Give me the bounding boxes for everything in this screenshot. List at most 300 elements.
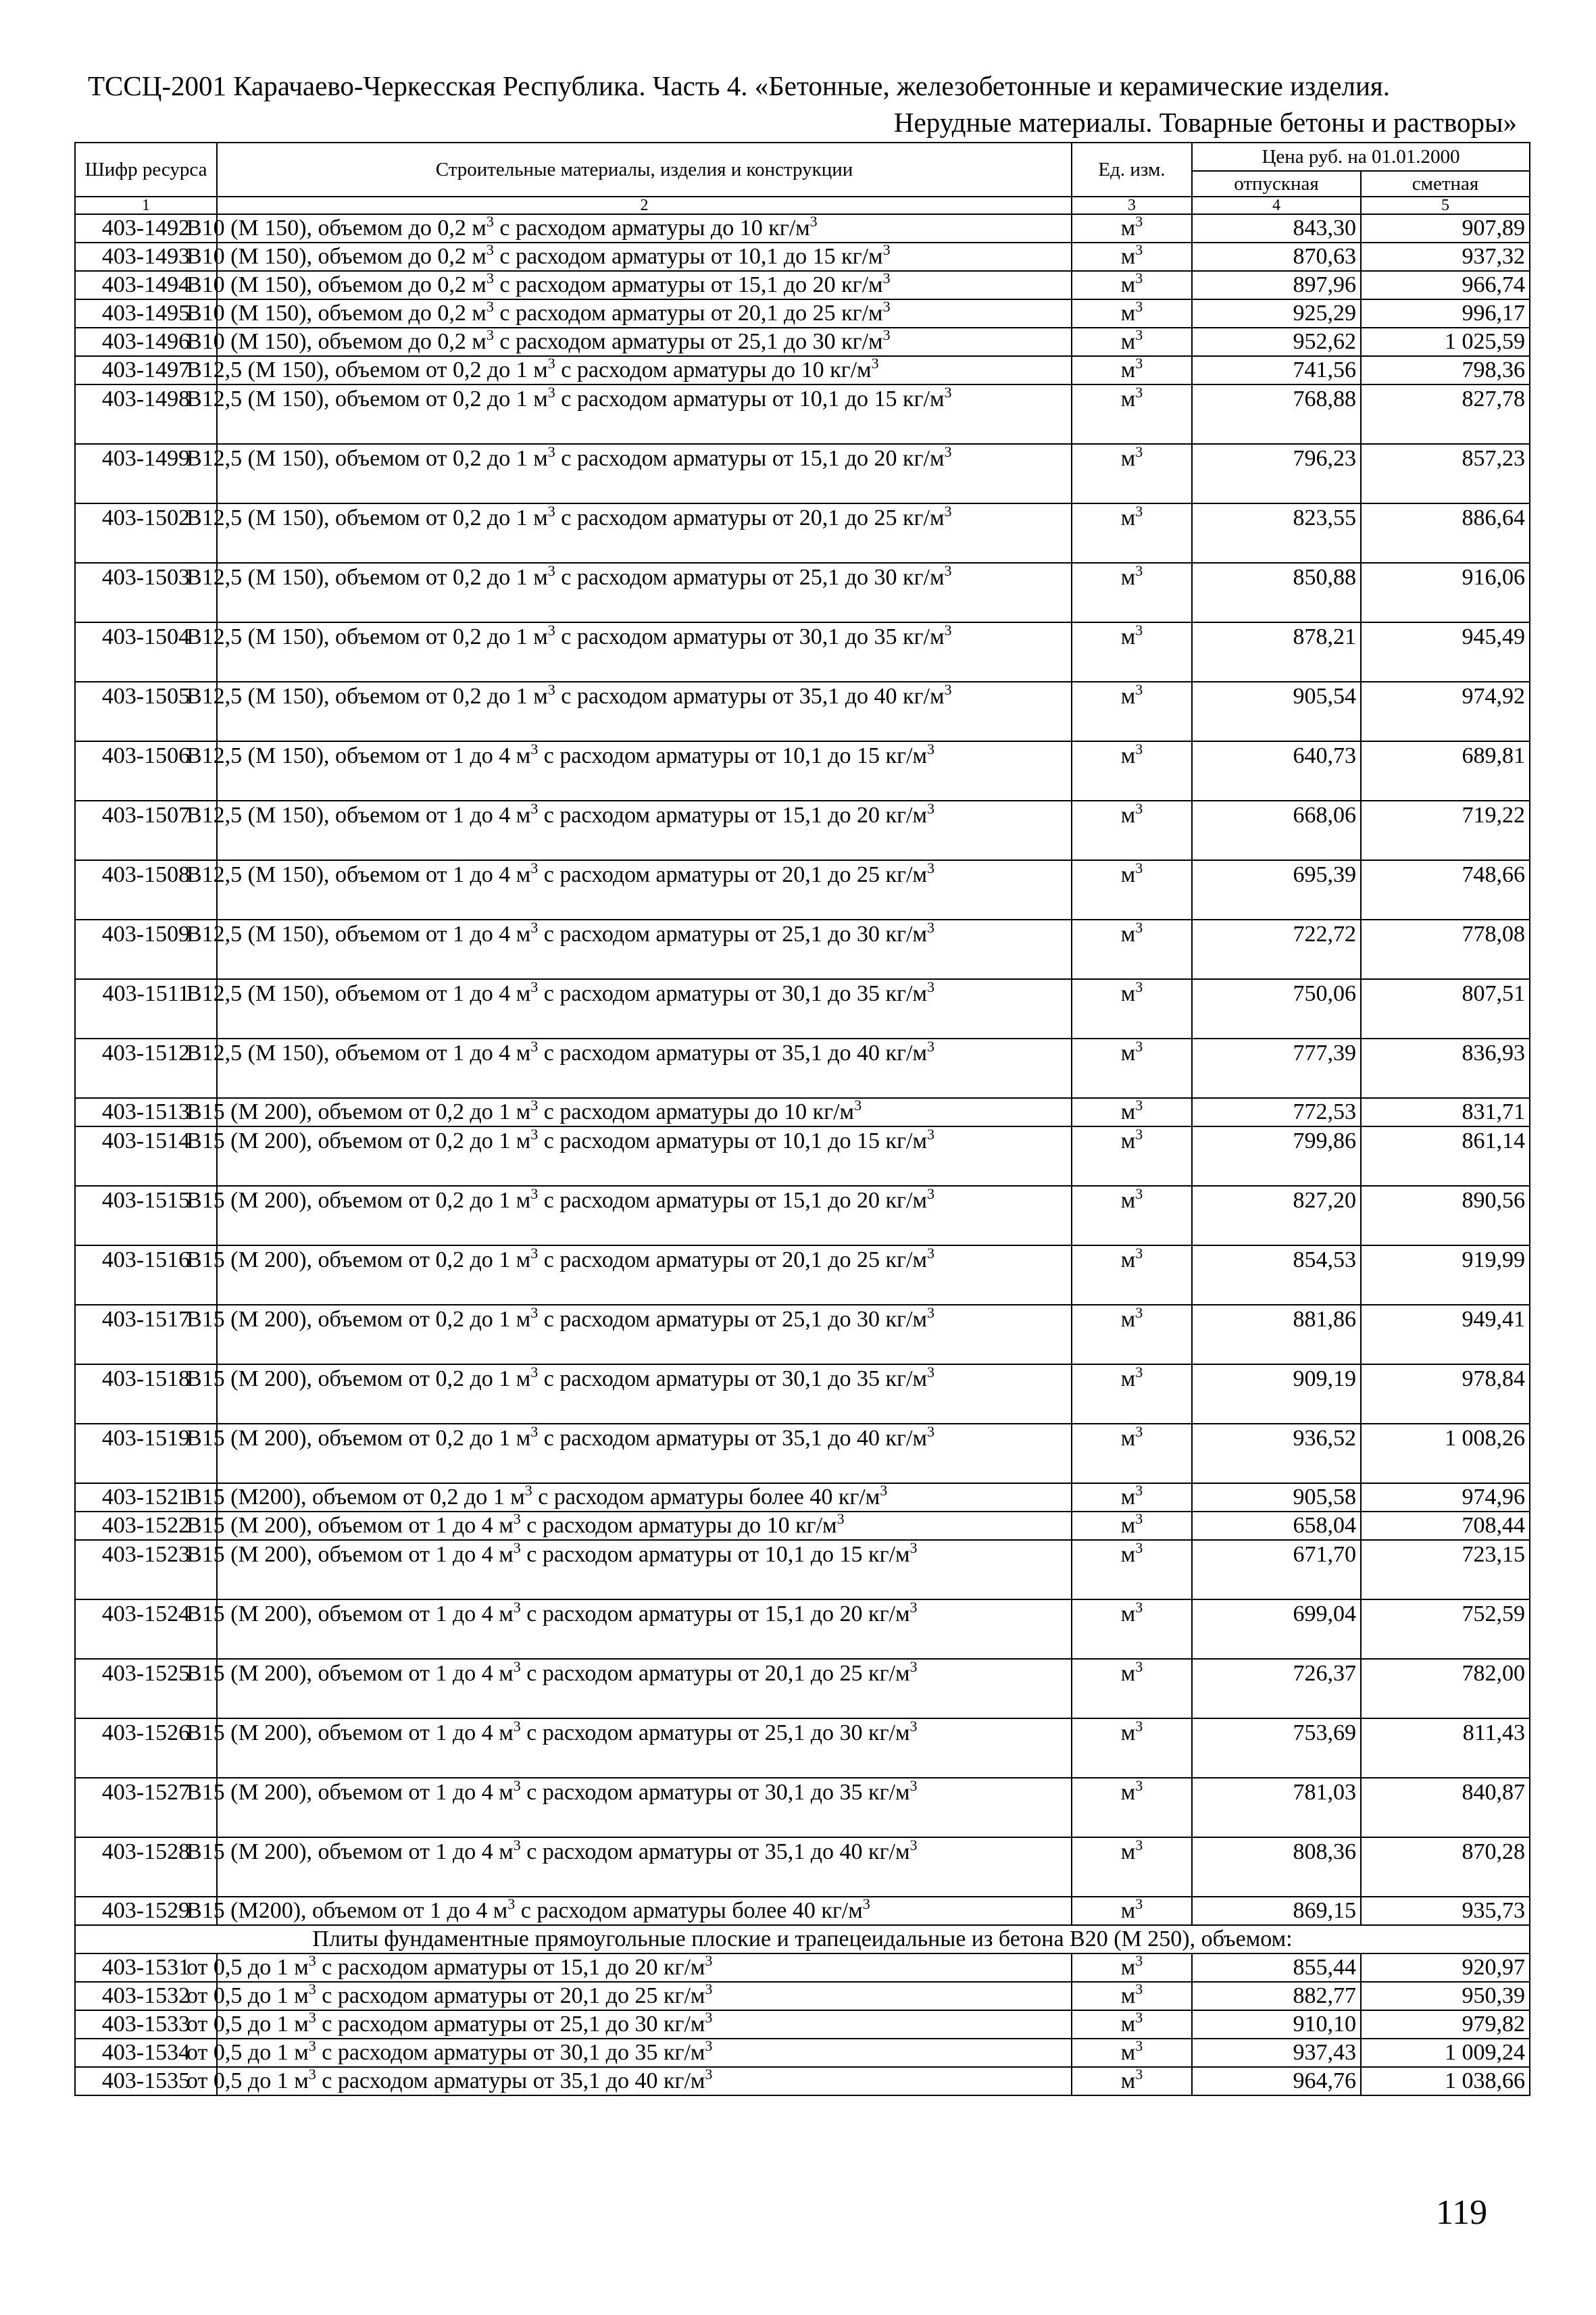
resource-code: 403-1519: [75, 1424, 217, 1483]
unit-exponent: 3: [530, 1245, 539, 1262]
unit-exponent: 3: [1135, 1423, 1143, 1440]
price-estimate: 996,17: [1361, 299, 1530, 328]
title-line-1: ТССЦ-2001 Карачаево-Черкесская Республика. Часть 4. «Бетонные, железобетонные и керамические изделия.: [88, 70, 1391, 101]
table-row: [75, 1837, 1530, 1897]
price-release: 855,44: [1192, 1953, 1361, 1982]
name-part: кг/м: [868, 1720, 910, 1745]
unit-exponent: 3: [1135, 1304, 1143, 1321]
name-part: В12,5 (М 150), объемом от 0,2 до 1 м: [186, 505, 548, 530]
unit-cell: [1072, 2067, 1192, 2095]
unit-exponent: 3: [308, 2037, 316, 2054]
name-part: с расходом арматуры от 35,1 до 40: [520, 1839, 863, 1864]
price-estimate: 886,64: [1361, 503, 1530, 563]
unit-exponent: 3: [1135, 298, 1143, 315]
unit-base: м: [1120, 1955, 1136, 1980]
name-part: с расходом арматуры от 25,1 до 30 кг/м: [493, 329, 883, 354]
name-part: с расходом арматуры от 25,1 до 30 кг/м: [316, 2012, 705, 2037]
unit-base: м: [1120, 505, 1136, 530]
name-part: с расходом арматуры от 15,1 до 20 кг/м: [493, 272, 883, 297]
table-row: [75, 920, 1530, 979]
header-code: Шифр ресурса: [75, 143, 217, 197]
unit-exponent: 3: [530, 919, 539, 936]
name-part: кг/м: [885, 922, 927, 947]
name-part: с расходом арматуры до 10 кг/м: [520, 1513, 837, 1538]
name-part: В12,5 (М 150), объемом от 1 до 4 м: [186, 922, 531, 947]
unit-exponent: 3: [882, 241, 891, 258]
name-part: В12,5 (М 150), объемом от 1 до 4 м: [186, 743, 531, 768]
name-part: В15 (М 200), объемом от 1 до 4 м: [186, 1661, 514, 1686]
resource-name: [186, 1658, 1072, 1718]
unit-cell: [1072, 622, 1192, 682]
unit-exponent: 3: [530, 1097, 539, 1114]
table-row: [75, 741, 1530, 801]
unit-cell: [1072, 384, 1192, 444]
unit-base: м: [1120, 1661, 1136, 1686]
unit-cell: [1072, 1953, 1192, 1982]
unit-exponent: 3: [308, 2009, 316, 2026]
resource-name: [186, 741, 1072, 801]
table-row: [75, 1512, 1530, 1540]
name-part: В15 (М 200), объемом от 0,2 до 1 м: [186, 1128, 531, 1153]
resource-name: [186, 355, 1072, 384]
resource-name: [186, 298, 1072, 328]
page-header: [74, 68, 1527, 141]
unit-exponent: 3: [1135, 241, 1143, 258]
table-row: [75, 356, 1530, 384]
name-part: В10 (М 150), объемом до 0,2 м: [186, 272, 487, 297]
table-row: [75, 328, 1530, 356]
name-part: В15 (М 200), объемом от 0,2 до 1 м: [186, 1307, 531, 1332]
name-part: кг/м: [885, 1426, 927, 1451]
name-part: с расходом арматуры от 20,1 до 25: [538, 862, 880, 887]
unit-exponent: 3: [1135, 384, 1143, 401]
name-part: с расходом арматуры от 10,1 до 15: [538, 743, 880, 768]
name-part: с расходом арматуры от 35,1 до 40 кг/м: [316, 2068, 705, 2093]
price-estimate: 748,66: [1361, 860, 1530, 920]
unit-exponent: 3: [882, 270, 891, 287]
unit-exponent: 3: [880, 1482, 888, 1499]
unit-exponent: 3: [926, 860, 934, 876]
name-part: кг/м: [885, 1128, 927, 1153]
unit-exponent: 3: [909, 1718, 918, 1735]
resource-name: [186, 1510, 1072, 1540]
unit-exponent: 3: [909, 1539, 918, 1556]
unit-cell: [1072, 920, 1192, 979]
price-estimate: 811,43: [1361, 1718, 1530, 1778]
unit-exponent: 3: [926, 1126, 934, 1143]
name-part: от 0,5 до 1 м: [186, 1983, 309, 2008]
unit-base: м: [1120, 1188, 1136, 1213]
name-part: кг/м: [868, 1839, 910, 1864]
resource-code: 403-1533: [75, 2010, 217, 2039]
unit-exponent: 3: [926, 1245, 934, 1262]
resource-code: 403-1511: [75, 979, 217, 1039]
unit-exponent: 3: [530, 1126, 539, 1143]
table-row: [75, 1098, 1530, 1126]
resource-name: [186, 1539, 1072, 1599]
price-release: 781,03: [1192, 1778, 1361, 1837]
unit-exponent: 3: [705, 2009, 713, 2026]
price-estimate: 840,87: [1361, 1778, 1530, 1837]
unit-exponent: 3: [1135, 562, 1143, 579]
name-part: с расходом арматуры от 15,1 до 20: [538, 803, 880, 828]
resource-code: 403-1532: [75, 1982, 217, 2010]
unit-exponent: 3: [926, 1038, 934, 1055]
unit-base: м: [1120, 1780, 1136, 1805]
name-part: В10 (М 150), объемом до 0,2 м: [186, 216, 487, 241]
unit-exponent: 3: [486, 326, 494, 343]
price-estimate: 836,93: [1361, 1039, 1530, 1098]
unit-exponent: 3: [909, 1658, 918, 1675]
unit-exponent: 3: [308, 1981, 316, 1997]
price-estimate: 723,15: [1361, 1540, 1530, 1599]
resource-code: 403-1523: [75, 1540, 217, 1599]
unit-cell: [1072, 1483, 1192, 1512]
price-release: 695,39: [1192, 860, 1361, 920]
resource-code: 403-1497: [75, 356, 217, 384]
price-estimate: 935,73: [1361, 1897, 1530, 1925]
resource-name: [186, 1038, 1072, 1098]
unit-exponent: 3: [705, 2066, 713, 2083]
unit-cell: [1072, 1126, 1192, 1186]
price-table: [74, 142, 1530, 2096]
price-release: 640,73: [1192, 741, 1361, 801]
unit-cell: [1072, 1039, 1192, 1098]
table-row: [75, 444, 1530, 503]
name-part: кг/м: [885, 1188, 927, 1213]
name-part: с расходом арматуры от 25,1 до 30: [520, 1720, 863, 1745]
unit-exponent: 3: [882, 298, 891, 315]
name-part: с расходом арматуры от 15,1 до 20: [520, 1601, 863, 1626]
unit-base: м: [1120, 2012, 1136, 2037]
price-release: 878,21: [1192, 622, 1361, 682]
name-part: кг/м: [885, 1307, 927, 1332]
name-part: В15 (М 200), объемом от 1 до 4 м: [186, 1720, 514, 1745]
price-estimate: 778,08: [1361, 920, 1530, 979]
name-part: с расходом арматуры от 15,1 до 20 кг/м: [316, 1955, 705, 1980]
name-part: кг/м: [903, 387, 945, 412]
price-release: 750,06: [1192, 979, 1361, 1039]
table-row: [75, 2010, 1530, 2039]
resource-code: 403-1518: [75, 1364, 217, 1424]
name-part: от 0,5 до 1 м: [186, 2068, 309, 2093]
unit-exponent: 3: [1135, 443, 1143, 460]
table-row: [75, 271, 1530, 299]
resource-code: 403-1525: [75, 1659, 217, 1718]
section-title: Плиты фундаментные прямоугольные плоские и трапецеидальные из бетона В20 (М 250), объемом:: [75, 1925, 1530, 1953]
unit-exponent: 3: [486, 270, 494, 287]
unit-exponent: 3: [1135, 919, 1143, 936]
unit-exponent: 3: [513, 1777, 521, 1794]
table-row: [75, 1982, 1530, 2010]
unit-exponent: 3: [705, 2037, 713, 2054]
unit-exponent: 3: [1135, 1038, 1143, 1055]
table-row: [75, 801, 1530, 860]
name-part: с расходом арматуры от 30,1 до 35: [538, 1366, 880, 1391]
name-part: с расходом арматуры от 20,1 до 25 кг/м: [493, 301, 883, 326]
table-row: [75, 1718, 1530, 1778]
resource-name: [186, 213, 1072, 243]
name-part: кг/м: [885, 743, 927, 768]
unit-exponent: 3: [926, 741, 934, 757]
resource-name: [186, 1482, 1072, 1512]
unit-cell: [1072, 1512, 1192, 1540]
unit-exponent: 3: [486, 298, 494, 315]
name-part: с расходом арматуры до 10 кг/м: [538, 1099, 855, 1124]
name-part: В10 (М 150), объемом до 0,2 м: [186, 301, 487, 326]
unit-exponent: 3: [1135, 326, 1143, 343]
unit-exponent: 3: [513, 1837, 521, 1853]
price-estimate: 708,44: [1361, 1512, 1530, 1540]
resource-name: [186, 1952, 1072, 1982]
price-estimate: 1 008,26: [1361, 1424, 1530, 1483]
unit-exponent: 3: [1135, 1599, 1143, 1616]
unit-base: м: [1120, 803, 1136, 828]
unit-cell: [1072, 860, 1192, 920]
resource-code: 403-1493: [75, 243, 217, 271]
resource-name: [186, 384, 1072, 444]
resource-code: 403-1498: [75, 384, 217, 444]
name-part: В15 (М 200), объемом от 0,2 до 1 м: [186, 1366, 531, 1391]
price-estimate: 1 038,66: [1361, 2067, 1530, 2095]
unit-exponent: 3: [1135, 741, 1143, 757]
name-part: с расходом арматуры от 35,1 до 40: [538, 1041, 880, 1066]
unit-exponent: 3: [1135, 1126, 1143, 1143]
table-row: [75, 1778, 1530, 1837]
name-part: кг/м: [868, 1601, 910, 1626]
unit-exponent: 3: [1135, 1952, 1143, 1969]
unit-exponent: 3: [926, 800, 934, 817]
resource-name: [186, 1304, 1072, 1364]
unit-exponent: 3: [944, 503, 952, 520]
price-estimate: 974,96: [1361, 1483, 1530, 1512]
unit-cell: [1072, 1245, 1192, 1305]
unit-base: м: [1120, 2040, 1136, 2065]
unit-cell: [1072, 1718, 1192, 1778]
unit-exponent: 3: [530, 1185, 539, 1202]
unit-exponent: 3: [926, 978, 934, 995]
table-row: [75, 299, 1530, 328]
price-estimate: 1 025,59: [1361, 328, 1530, 356]
unit-exponent: 3: [1135, 270, 1143, 287]
unit-exponent: 3: [1135, 800, 1143, 817]
unit-exponent: 3: [1135, 978, 1143, 995]
name-part: В12,5 (М 150), объемом от 0,2 до 1 м: [186, 624, 548, 649]
header-price-estimate: сметная: [1361, 171, 1530, 197]
unit-exponent: 3: [944, 562, 952, 579]
unit-base: м: [1120, 1041, 1136, 1066]
unit-cell: [1072, 801, 1192, 860]
unit-base: м: [1120, 1898, 1136, 1923]
name-part: В15 (М200), объемом от 0,2 до 1 м: [186, 1485, 525, 1510]
price-estimate: 1 009,24: [1361, 2039, 1530, 2067]
unit-exponent: 3: [547, 384, 555, 401]
price-estimate: 979,82: [1361, 2010, 1530, 2039]
title-line-2: Нерудные материалы. Товарные бетоны и растворы»: [893, 107, 1517, 138]
table-row: [75, 1364, 1530, 1424]
name-part: кг/м: [903, 684, 945, 709]
table-row: [75, 2039, 1530, 2067]
unit-base: м: [1120, 981, 1136, 1006]
unit-exponent: 3: [308, 1952, 316, 1969]
table-row: [75, 384, 1530, 444]
name-part: В15 (М 200), объемом от 1 до 4 м: [186, 1780, 514, 1805]
unit-cell: [1072, 1599, 1192, 1659]
name-part: с расходом арматуры от 20,1 до 25: [520, 1661, 863, 1686]
unit-exponent: 3: [486, 213, 494, 230]
price-release: 910,10: [1192, 2010, 1361, 2039]
unit-exponent: 3: [1135, 213, 1143, 230]
resource-code: 403-1492: [75, 214, 217, 243]
price-release: 881,86: [1192, 1305, 1361, 1364]
table-row: [75, 622, 1530, 682]
unit-exponent: 3: [854, 1097, 862, 1114]
unit-exponent: 3: [862, 1895, 870, 1912]
price-estimate: 857,23: [1361, 444, 1530, 503]
unit-base: м: [1120, 1128, 1136, 1153]
price-estimate: 827,78: [1361, 384, 1530, 444]
unit-cell: [1072, 563, 1192, 622]
unit-exponent: 3: [909, 1837, 918, 1853]
unit-cell: [1072, 271, 1192, 299]
resource-code: 403-1499: [75, 444, 217, 503]
name-part: с расходом арматуры до 10 кг/м: [493, 216, 810, 241]
name-part: В15 (М 200), объемом от 0,2 до 1 м: [186, 1099, 531, 1124]
unit-exponent: 3: [944, 443, 952, 460]
price-estimate: 782,00: [1361, 1659, 1530, 1718]
unit-exponent: 3: [513, 1510, 521, 1527]
name-part: кг/м: [885, 1041, 927, 1066]
unit-base: м: [1120, 862, 1136, 887]
price-release: 905,58: [1192, 1483, 1361, 1512]
table-row: [75, 1424, 1530, 1483]
unit-exponent: 3: [1135, 622, 1143, 639]
resource-name: [186, 1599, 1072, 1659]
name-part: от 0,5 до 1 м: [186, 2040, 309, 2065]
unit-cell: [1072, 1982, 1192, 2010]
price-release: 799,86: [1192, 1126, 1361, 1186]
price-release: 772,53: [1192, 1098, 1361, 1126]
name-part: с расходом арматуры от 30,1 до 35: [520, 1780, 863, 1805]
price-release: 843,30: [1192, 214, 1361, 243]
unit-base: м: [1120, 743, 1136, 768]
name-part: с расходом арматуры от 30,1 до 35 кг/м: [316, 2040, 705, 2065]
price-release: 658,04: [1192, 1512, 1361, 1540]
table-row: [75, 1659, 1530, 1718]
unit-exponent: 3: [513, 1718, 521, 1735]
resource-name: [186, 978, 1072, 1039]
unit-exponent: 3: [1135, 1718, 1143, 1735]
price-release: 964,76: [1192, 2067, 1361, 2095]
unit-exponent: 3: [1135, 1510, 1143, 1527]
resource-name: [186, 1126, 1072, 1186]
price-estimate: 798,36: [1361, 356, 1530, 384]
price-estimate: 870,28: [1361, 1837, 1530, 1897]
unit-exponent: 3: [513, 1539, 521, 1556]
resource-code: 403-1508: [75, 860, 217, 920]
unit-exponent: 3: [547, 443, 555, 460]
unit-exponent: 3: [547, 355, 555, 372]
name-part: В12,5 (М 150), объемом от 0,2 до 1 м: [186, 387, 548, 412]
name-part: В10 (М 150), объемом до 0,2 м: [186, 329, 487, 354]
name-part: кг/м: [868, 1780, 910, 1805]
unit-cell: [1072, 1186, 1192, 1245]
price-estimate: 920,97: [1361, 1953, 1530, 1982]
unit-exponent: 3: [926, 1304, 934, 1321]
resource-name: [186, 270, 1072, 299]
unit-exponent: 3: [1135, 1245, 1143, 1262]
resource-code: 403-1515: [75, 1186, 217, 1245]
resource-name: [186, 860, 1072, 920]
resource-name: [186, 1777, 1072, 1837]
name-part: кг/м: [885, 862, 927, 887]
resource-name: [186, 1245, 1072, 1305]
price-estimate: 949,41: [1361, 1305, 1530, 1364]
name-part: кг/м: [903, 565, 945, 590]
name-part: кг/м: [903, 505, 945, 530]
unit-exponent: 3: [926, 1185, 934, 1202]
resource-code: 403-1517: [75, 1305, 217, 1364]
name-part: В15 (М 200), объемом от 0,2 до 1 м: [186, 1426, 531, 1451]
unit-exponent: 3: [1135, 1364, 1143, 1380]
name-part: В12,5 (М 150), объемом от 1 до 4 м: [186, 862, 531, 887]
unit-exponent: 3: [1135, 1837, 1143, 1853]
unit-base: м: [1120, 684, 1136, 709]
price-release: 897,96: [1192, 271, 1361, 299]
header-name: Строительные материалы, изделия и конструкции: [217, 143, 1072, 197]
name-part: В10 (М 150), объемом до 0,2 м: [186, 244, 487, 269]
resource-code: 403-1521: [75, 1483, 217, 1512]
unit-base: м: [1120, 357, 1136, 382]
unit-exponent: 3: [530, 1364, 539, 1380]
name-part: В12,5 (М 150), объемом от 1 до 4 м: [186, 981, 531, 1006]
unit-exponent: 3: [705, 1952, 713, 1969]
resource-code: 403-1495: [75, 299, 217, 328]
resource-name: [186, 1895, 1072, 1925]
price-estimate: 861,14: [1361, 1126, 1530, 1186]
unit-cell: [1072, 356, 1192, 384]
price-estimate: 831,71: [1361, 1098, 1530, 1126]
price-release: 882,77: [1192, 1982, 1361, 2010]
name-part: В15 (М 200), объемом от 1 до 4 м: [186, 1542, 514, 1567]
price-estimate: 919,99: [1361, 1245, 1530, 1305]
unit-exponent: 3: [530, 800, 539, 817]
price-release: 753,69: [1192, 1718, 1361, 1778]
name-part: с расходом арматуры от 20,1 до 25 кг/м: [316, 1983, 705, 2008]
resource-code: 403-1506: [75, 741, 217, 801]
price-release: 925,29: [1192, 299, 1361, 328]
resource-code: 403-1529: [75, 1897, 217, 1925]
price-estimate: 907,89: [1361, 214, 1530, 243]
unit-exponent: 3: [530, 1423, 539, 1440]
unit-exponent: 3: [1135, 2009, 1143, 2026]
name-part: В12,5 (М 150), объемом от 0,2 до 1 м: [186, 357, 548, 382]
name-part: с расходом арматуры от 25,1 до 30: [538, 1307, 880, 1332]
column-number: 1: [75, 197, 217, 214]
name-part: кг/м: [868, 1542, 910, 1567]
name-part: В15 (М 200), объемом от 1 до 4 м: [186, 1839, 514, 1864]
name-part: В12,5 (М 150), объемом от 1 до 4 м: [186, 803, 531, 828]
unit-exponent: 3: [926, 1423, 934, 1440]
unit-exponent: 3: [486, 241, 494, 258]
unit-exponent: 3: [547, 503, 555, 520]
unit-exponent: 3: [705, 1981, 713, 1997]
unit-cell: [1072, 979, 1192, 1039]
resource-code: 403-1503: [75, 563, 217, 622]
resource-name: [186, 326, 1072, 356]
name-part: с расходом арматуры более 40 кг/м: [515, 1898, 863, 1923]
unit-base: м: [1120, 565, 1136, 590]
